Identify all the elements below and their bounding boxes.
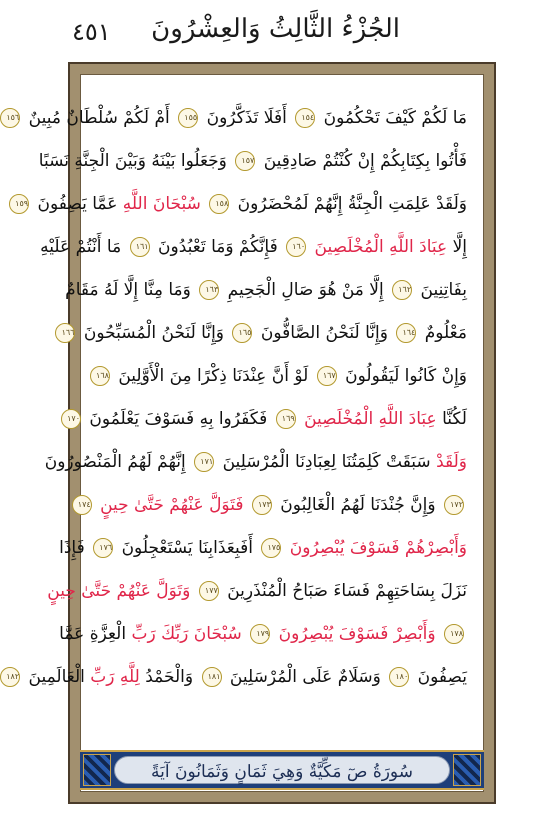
verse-line: [65, 269, 467, 312]
verse-text: الْعِزَّةِ عَمَّا: [59, 624, 127, 644]
verse-text: أَفَبِعَذَابِنَا يَسْتَعْجِلُونَ: [121, 538, 253, 558]
verse-line: [15, 183, 467, 226]
verse-text: مَعْلُومٌ: [424, 323, 467, 343]
verse-text: أَفَلَا تَذَكَّرُونَ: [206, 108, 287, 128]
page-header: [0, 0, 550, 62]
verse-text: وَالْحَمْدُ: [145, 667, 194, 687]
verse-text: يَصِفُونَ: [417, 667, 467, 687]
ayah-number-marker: ١٧٧: [199, 581, 219, 601]
verse-line: [97, 355, 467, 398]
verse-text: مَا لَكُمْ كَيْفَ تَحْكُمُونَ: [323, 108, 467, 128]
verse-text: وَسَلَامٌ عَلَى الْمُرْسَلِينَ: [229, 667, 381, 687]
surah-title: سُورَةُ صٓ مَكِّيَّةٌ وَهِيَ ثَمَانٍ وَثَمَانُونَ آيَةً: [114, 756, 450, 784]
juz-title: الجُزْءُ الثَّالِثُ وَالعِشْرُونَ: [151, 14, 400, 44]
divine-name-text: سُبْحَانَ اللَّهِ: [122, 194, 201, 214]
verse-text: أَمْ لَكُمْ سُلْطَانٌ مُبِينٌ: [28, 108, 170, 128]
verse-text: لَكُنَّا: [442, 409, 467, 429]
banner-ornament-left: [83, 754, 111, 786]
verse-text: فَأْتُوا بِكِتَابِكُمْ إِنْ كُنْتُمْ صَادِقِينَ: [263, 151, 467, 171]
ayah-number-marker: ١٦٧: [317, 366, 337, 386]
verse-text: فَإِذَا: [59, 538, 85, 558]
ayah-number-marker: ١٥٨: [209, 194, 229, 214]
verse-line: [38, 140, 467, 183]
divine-name-text: وَتَوَلَّ عَنْهُمْ حَتَّىٰ حِينٍ: [47, 581, 191, 601]
divine-name-text: وَأَبْصِرْ فَسَوْفَ يُبْصِرُونَ: [278, 624, 436, 644]
ayah-number-marker: ١٦٦: [55, 323, 75, 343]
verse-line: [6, 97, 467, 140]
divine-name-text: سُبْحَانَ رَبِّكَ رَبِّ: [131, 624, 242, 644]
ayah-number-marker: ١٨١: [202, 667, 222, 687]
divine-name-text: وَلَقَدْ: [436, 452, 467, 472]
verse-text-area: [6, 97, 467, 699]
verse-text: مَا أَنْتُمْ عَلَيْهِ: [40, 237, 122, 257]
verse-text: وَإِنَّا لَنَحْنُ الْمُسَبِّحُونَ: [83, 323, 225, 343]
verse-text: لَوْ أَنَّ عِنْدَنَا ذِكْرًا مِنَ الْأَوَّلِينَ: [118, 366, 309, 386]
verse-line: [44, 441, 467, 484]
verse-text: وَمَا مِنَّا إِلَّا لَهُ مَقَامٌ: [65, 280, 191, 300]
ayah-number-marker: ١٧٨: [444, 624, 464, 644]
verse-line: [40, 226, 467, 269]
verse-text: إِلَّا: [452, 237, 467, 257]
divine-name-text: وَأَبْصِرْهُمْ فَسَوْفَ يُبْصِرُونَ: [289, 538, 467, 558]
verse-text: وَإِنَّا لَنَحْنُ الصَّافُّونَ: [260, 323, 388, 343]
ayah-number-marker: ١٥٧: [235, 151, 255, 171]
divine-name-text: فَتَوَلَّ عَنْهُمْ حَتَّىٰ حِينٍ: [100, 495, 244, 515]
ayah-number-marker: ١٦٩: [276, 409, 296, 429]
verse-line: [59, 613, 467, 656]
divine-name-text: لِلَّهِ رَبِّ: [90, 667, 140, 687]
ayah-number-marker: ١٧٤: [72, 495, 92, 515]
ayah-number-marker: ١٦٥: [232, 323, 252, 343]
verse-text: وَجَعَلُوا بَيْنَهُ وَبَيْنَ الْجِنَّةِ نَسَبًا: [38, 151, 227, 171]
verse-text: فَإِنَّكُمْ وَمَا تَعْبُدُونَ: [158, 237, 278, 257]
verse-line: [47, 570, 467, 613]
verse-text: الْعَالَمِينَ: [28, 667, 85, 687]
verse-text: إِلَّا مَنْ هُوَ صَالِ الْجَحِيمِ: [227, 280, 384, 300]
ayah-number-marker: ١٨٢: [0, 667, 20, 687]
ayah-number-marker: ١٧٣: [252, 495, 272, 515]
ayah-number-marker: ١٥٦: [0, 108, 20, 128]
verse-text: إِنَّهُمْ لَهُمُ الْمَنْصُورُونَ: [44, 452, 186, 472]
ayah-number-marker: ١٧٢: [444, 495, 464, 515]
verse-line: [61, 312, 467, 355]
page-number: ٤٥١: [72, 18, 111, 46]
ayah-number-marker: ١٦٠: [286, 237, 306, 257]
ayah-number-marker: ١٦٢: [392, 280, 412, 300]
verse-text: سَبَقَتْ كَلِمَتُنَا لِعِبَادِنَا الْمُرْسَلِينَ: [222, 452, 431, 472]
verse-line: [77, 484, 467, 527]
ayah-number-marker: ١٦٨: [90, 366, 110, 386]
text-panel: [6, 74, 484, 792]
verse-line: [67, 398, 467, 441]
verse-text: وَإِنْ كَانُوا لَيَقُولُونَ: [345, 366, 467, 386]
ayah-number-marker: ١٥٩: [9, 194, 29, 214]
verse-text: بِفَاتِنِينَ: [420, 280, 467, 300]
divine-name-text: عِبَادَ اللَّهِ الْمُخْلَصِينَ: [304, 409, 437, 429]
ayah-number-marker: ١٨٠: [389, 667, 409, 687]
ayah-number-marker: ١٧٠: [61, 409, 81, 429]
divine-name-text: عِبَادَ اللَّهِ الْمُخْلَصِينَ: [314, 237, 448, 257]
page-frame: [6, 62, 496, 804]
verse-text: فَكَفَرُوا بِهِ فَسَوْفَ يَعْلَمُونَ: [89, 409, 268, 429]
ayah-number-marker: ١٦١: [130, 237, 150, 257]
ayah-number-marker: ١٥٤: [295, 108, 315, 128]
ayah-number-marker: ١٧٩: [250, 624, 270, 644]
ayah-number-marker: ١٧١: [194, 452, 214, 472]
ayah-number-marker: ١٦٣: [199, 280, 219, 300]
verse-text: وَلَقَدْ عَلِمَتِ الْجِنَّةُ إِنَّهُمْ لَمُحْضَرُونَ: [237, 194, 467, 214]
verse-text: نَزَلَ بِسَاحَتِهِمْ فَسَاءَ صَبَاحُ الْمُنْذَرِينَ: [227, 581, 467, 601]
surah-header-banner: [80, 750, 484, 790]
ayah-number-marker: ١٧٦: [93, 538, 113, 558]
banner-ornament-right: [453, 754, 481, 786]
ayah-number-marker: ١٦٤: [396, 323, 416, 343]
ayah-number-marker: ١٧٥: [261, 538, 281, 558]
verse-line: [6, 656, 467, 699]
verse-text: عَمَّا يَصِفُونَ: [37, 194, 118, 214]
verse-line: [59, 527, 467, 570]
verse-text: وَإِنَّ جُنْدَنَا لَهُمُ الْغَالِبُونَ: [280, 495, 436, 515]
ayah-number-marker: ١٥٥: [178, 108, 198, 128]
